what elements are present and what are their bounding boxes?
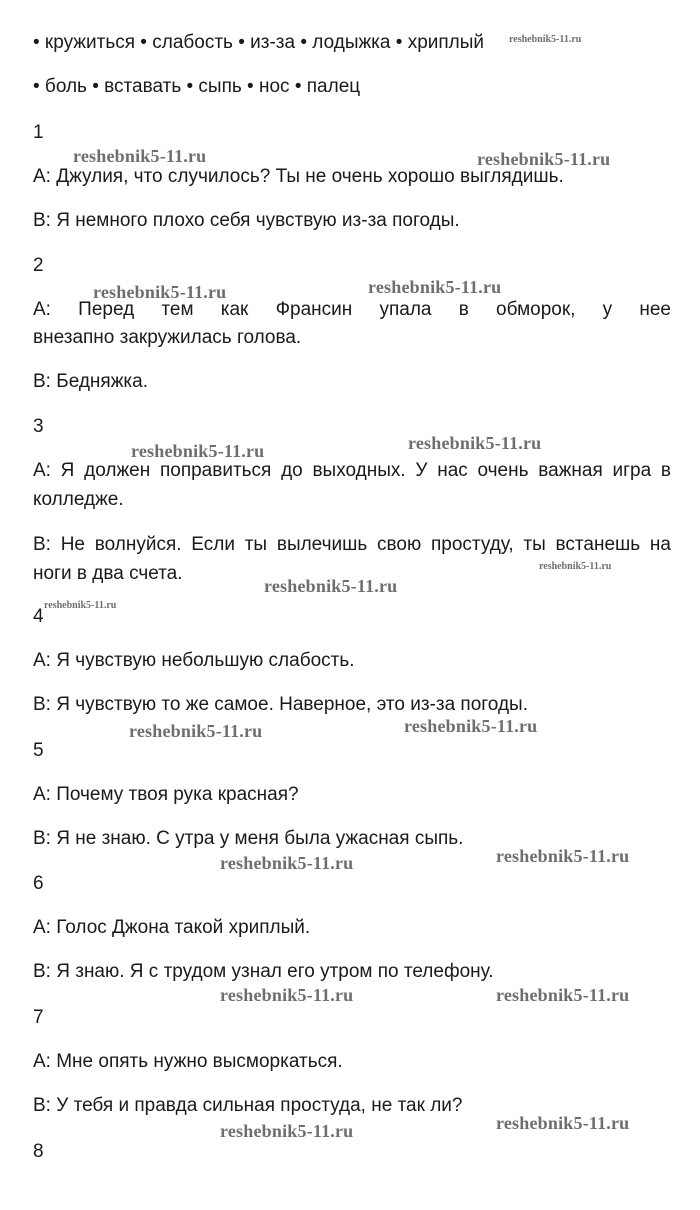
watermark: reshebnik5-11.ru bbox=[44, 600, 117, 611]
dialogue-5-line-b: B: Я не знаю. С утра у меня была ужасная сыпь. bbox=[33, 828, 464, 849]
dialogue-4-line-b: B: Я чувствую то же самое. Наверное, это из-за погоды. bbox=[33, 694, 528, 715]
dialogue-1-line-b: B: Я немного плохо себя чувствую из-за погоды. bbox=[33, 210, 460, 231]
dialogue-number-7: 7 bbox=[33, 1007, 44, 1028]
dialogue-1-line-a: A: Джулия, что случилось? Ты не очень хорошо выглядишь. bbox=[33, 166, 564, 187]
dialogue-number-6: 6 bbox=[33, 873, 44, 894]
watermark: reshebnik5-11.ru bbox=[73, 146, 207, 166]
watermark: reshebnik5-11.ru bbox=[496, 985, 630, 1005]
dialogue-number-1: 1 bbox=[33, 122, 44, 143]
dialogue-5-line-a: A: Почему твоя рука красная? bbox=[33, 784, 299, 805]
dialogue-3-line-b-1: B: Не волнуйся. Если ты вылечишь свою простуду, ты встанешь на bbox=[33, 534, 671, 555]
watermark: reshebnik5-11.ru bbox=[404, 716, 538, 736]
watermark: reshebnik5-11.ru bbox=[93, 282, 227, 302]
watermark: reshebnik5-11.ru bbox=[496, 1113, 630, 1133]
watermark: reshebnik5-11.ru bbox=[509, 34, 582, 45]
dialogue-3-line-b-2: ноги в два счета. bbox=[33, 563, 183, 584]
watermark: reshebnik5-11.ru bbox=[477, 149, 611, 169]
dialogue-7-line-b: B: У тебя и правда сильная простуда, не так ли? bbox=[33, 1095, 463, 1116]
watermark: reshebnik5-11.ru bbox=[368, 277, 502, 297]
dialogue-number-4: 4 bbox=[33, 606, 44, 627]
dialogue-3-line-a-1: A: Я должен поправиться до выходных. У нас очень важная игра в bbox=[33, 460, 671, 481]
dialogue-number-5: 5 bbox=[33, 740, 44, 761]
dialogue-3-line-a-2: колледже. bbox=[33, 489, 124, 510]
watermark: reshebnik5-11.ru bbox=[220, 853, 354, 873]
watermark: reshebnik5-11.ru bbox=[496, 846, 630, 866]
dialogue-number-3: 3 bbox=[33, 416, 44, 437]
dialogue-2-line-b: B: Бедняжка. bbox=[33, 371, 149, 392]
word-bank-row-2: • боль • вставать • сыпь • нос • палец bbox=[33, 76, 361, 97]
watermark: reshebnik5-11.ru bbox=[131, 441, 265, 461]
dialogue-number-8: 8 bbox=[33, 1141, 44, 1162]
word-bank-row-1: • кружиться • слабость • из-за • лодыжка • хриплый bbox=[33, 32, 485, 53]
dialogue-4-line-a: A: Я чувствую небольшую слабость. bbox=[33, 650, 355, 671]
watermark: reshebnik5-11.ru bbox=[539, 561, 612, 572]
dialogue-6-line-b: B: Я знаю. Я с трудом узнал его утром по телефону. bbox=[33, 961, 494, 982]
watermark: reshebnik5-11.ru bbox=[264, 576, 398, 596]
dialogue-6-line-a: A: Голос Джона такой хриплый. bbox=[33, 917, 311, 938]
watermark: reshebnik5-11.ru bbox=[408, 433, 542, 453]
dialogue-number-2: 2 bbox=[33, 255, 44, 276]
dialogue-2-line-a-1: A: Перед тем как Франсин упала в обморок, у нее bbox=[33, 299, 671, 320]
watermark: reshebnik5-11.ru bbox=[129, 721, 263, 741]
watermark: reshebnik5-11.ru bbox=[220, 985, 354, 1005]
dialogue-7-line-a: A: Мне опять нужно высморкаться. bbox=[33, 1051, 343, 1072]
watermark: reshebnik5-11.ru bbox=[220, 1121, 354, 1141]
dialogue-2-line-a-2: внезапно закружилась голова. bbox=[33, 327, 302, 348]
